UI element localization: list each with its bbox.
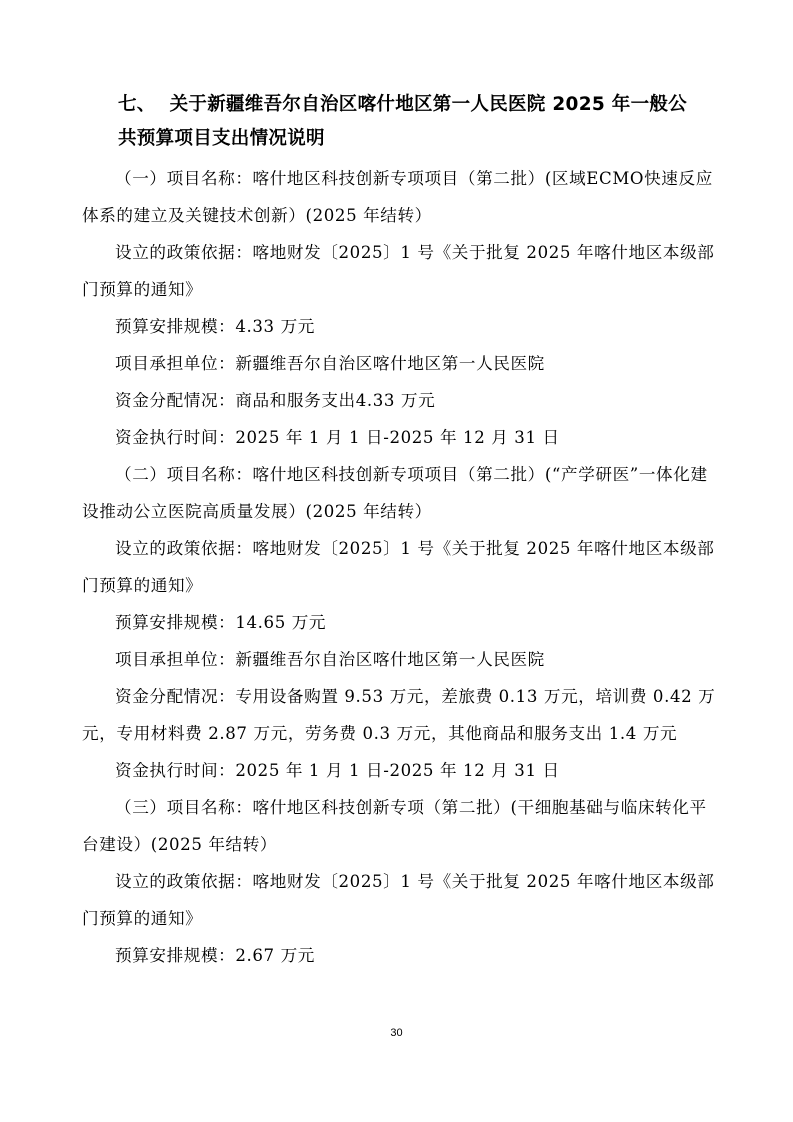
project-1-policy-basis: 设立的政策依据：喀地财发〔2025〕1 号《关于批复 2025 年喀什地区本级部门预算的通知》 [82, 243, 715, 299]
section-number: 七、 [118, 94, 156, 115]
project-3-policy-basis: 设立的政策依据：喀地财发〔2025〕1 号《关于批复 2025 年喀什地区本级部门预算的通知》 [82, 872, 715, 928]
project-1-fund-allocation: 资金分配情况：商品和服务支出4.33 万元 [115, 391, 436, 410]
section-title: 关于新疆维吾尔自治区喀什地区第一人民医院 2025 年一般公共预算项目支出情况说明 [118, 94, 687, 149]
section-heading [118, 88, 698, 156]
project-1-budget-scale: 预算安排规模：4.33 万元 [115, 317, 315, 336]
project-1-undertaking-unit: 项目承担单位：新疆维吾尔自治区喀什地区第一人民医院 [115, 354, 545, 373]
project-2-policy-basis: 设立的政策依据：喀地财发〔2025〕1 号《关于批复 2025 年喀什地区本级部门预算的通知》 [82, 539, 715, 595]
project-2-execution-time: 资金执行时间：2025 年 1 月 1 日-2025 年 12 月 31 日 [115, 761, 560, 780]
project-2-budget-scale: 预算安排规模：14.65 万元 [115, 613, 327, 632]
page-number: 30 [390, 1027, 403, 1039]
document-body [82, 160, 718, 974]
project-3-budget-scale: 预算安排规模：2.67 万元 [115, 946, 315, 965]
project-1-execution-time: 资金执行时间：2025 年 1 月 1 日-2025 年 12 月 31 日 [115, 428, 560, 447]
project-2-name: （二）项目名称：喀什地区科技创新专项项目（第二批）(“产学研医”一体化建设推动公立医院高质量发展）(2025 年结转） [82, 465, 708, 521]
project-3-name: （三）项目名称：喀什地区科技创新专项（第二批）(干细胞基础与临床转化平台建设）(2025 年结转） [82, 798, 707, 854]
project-2-fund-allocation: 资金分配情况：专用设备购置 9.53 万元，差旅费 0.13 万元，培训费 0.42 万元，专用材料费 2.87 万元，劳务费 0.3 万元，其他商品和服务支出 1.4 万元 [82, 687, 716, 743]
project-2-undertaking-unit: 项目承担单位：新疆维吾尔自治区喀什地区第一人民医院 [115, 650, 545, 669]
project-1-name: （一）项目名称：喀什地区科技创新专项项目（第二批）(区域ECMO快速反应体系的建立及关键技术创新）(2025 年结转） [82, 169, 713, 225]
